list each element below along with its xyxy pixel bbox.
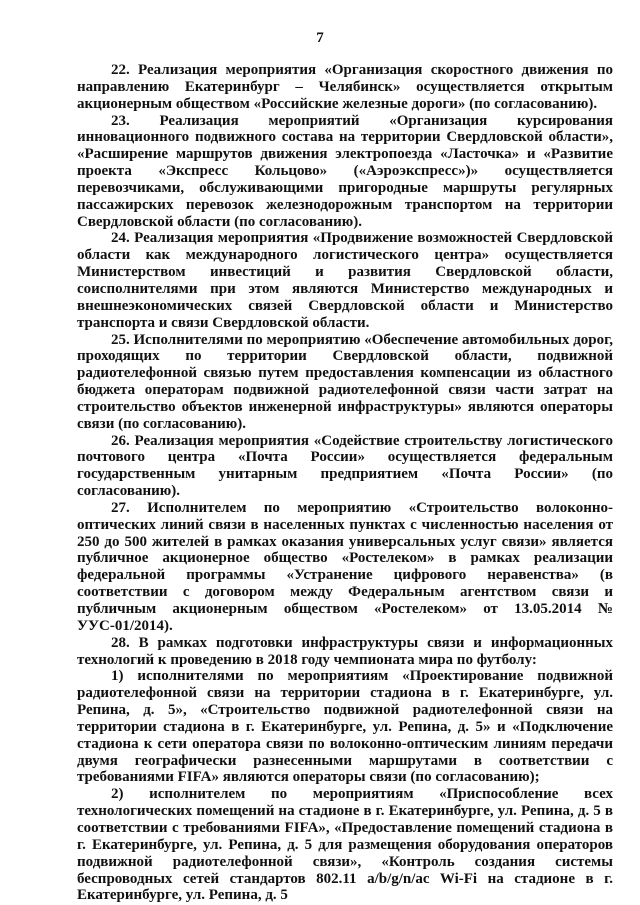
paragraph-28: 28. В рамках подготовки инфраструктуры связи и информационных технологий к проведению в 2018 году чемпионата мира по футболу: — [77, 634, 613, 668]
page-number: 7 — [316, 30, 324, 46]
paragraph-27: 27. Исполнителем по мероприятию «Строительство волоконно-оптических линий связи в населенных пунктах с численностью населения от 250 до 500 жителей в рамках оказания универсальных услуг связи» является публичное акционерное общество «Ростелеком» в рамках реализации федеральной программы «Устранение цифрового неравенства» (в соответствии с договором между Федеральным агентством связи и публичным акционерным обществом «Ростелеком» от 13.05.2014 № УУС-01/2014). — [77, 499, 613, 634]
paragraph-28-item-1: 1) исполнителями по мероприятиям «Проектирование подвижной радиотелефонной связи на территории стадиона в г. Екатеринбурге, ул. Репина, д. 5», «Строительство подвижной радиотелефонной связи на территории стадиона в г. Екатеринбурге, ул. Репина, д. 5» и «Подключение стадиона к сети оператора связи по волоконно-оптическим линиям передачи двумя географически разнесенными маршрутами в соответствии с требованиями FIFA» являются операторы связи (по согласованию); — [77, 668, 613, 786]
paragraph-22: 22. Реализация мероприятия «Организация скоростного движения по направлению Екатеринбург – Челябинск» осуществляется открытым акционерным обществом «Российские железные дороги» (по согласованию). — [77, 62, 613, 112]
paragraph-26: 26. Реализация мероприятия «Содействие строительству логистического почтового центра «Почта России» осуществляется федеральным государственным унитарным предприятием «Почта России» (по согласованию). — [77, 432, 613, 500]
paragraph-28-item-2: 2) исполнителем по мероприятиям «Приспособление всех технологических помещений на стадионе в г. Екатеринбурге, ул. Репина, д. 5 в соответствии с требованиями FIFA», «Предоставление помещений стадиона в г. Екатеринбурге, ул. Репина, д. 5 для размещения оборудования операторов подвижной радиотелефонной связи», «Контроль создания системы беспроводных сетей стандартов 802.11 a/b/g/n/ac Wi-Fi на стадионе в г. Екатеринбурге, ул. Репина, д. 5 — [77, 786, 613, 904]
paragraph-24: 24. Реализация мероприятия «Продвижение возможностей Свердловской области как международного логистического центра» осуществляется Министерством инвестиций и развития Свердловской области, соисполнителями при этом являются Министерство международных и внешнеэкономических связей Свердловской области и Министерство транспорта и связи Свердловской области. — [77, 230, 613, 331]
document-body — [77, 62, 613, 904]
paragraph-25: 25. Исполнителями по мероприятию «Обеспечение автомобильных дорог, проходящих по территории Свердловской области, подвижной радиотелефонной связью путем предоставления компенсации из областного бюджета операторам подвижной радиотелефонной связи части затрат на строительство объектов инженерной инфраструктуры» являются операторы связи (по согласованию). — [77, 331, 613, 432]
paragraph-23: 23. Реализация мероприятий «Организация курсирования инновационного подвижного состава на территории Свердловской области», «Расширение маршрутов движения электропоезда «Ласточка» и «Развитие проекта «Экспресс Кольцово» («Аэроэкспресс»)» осуществляется перевозчиками, обслуживающими пригородные маршруты регулярных пассажирских перевозок железнодорожным транспортом на территории Свердловской области (по согласованию). — [77, 112, 613, 230]
